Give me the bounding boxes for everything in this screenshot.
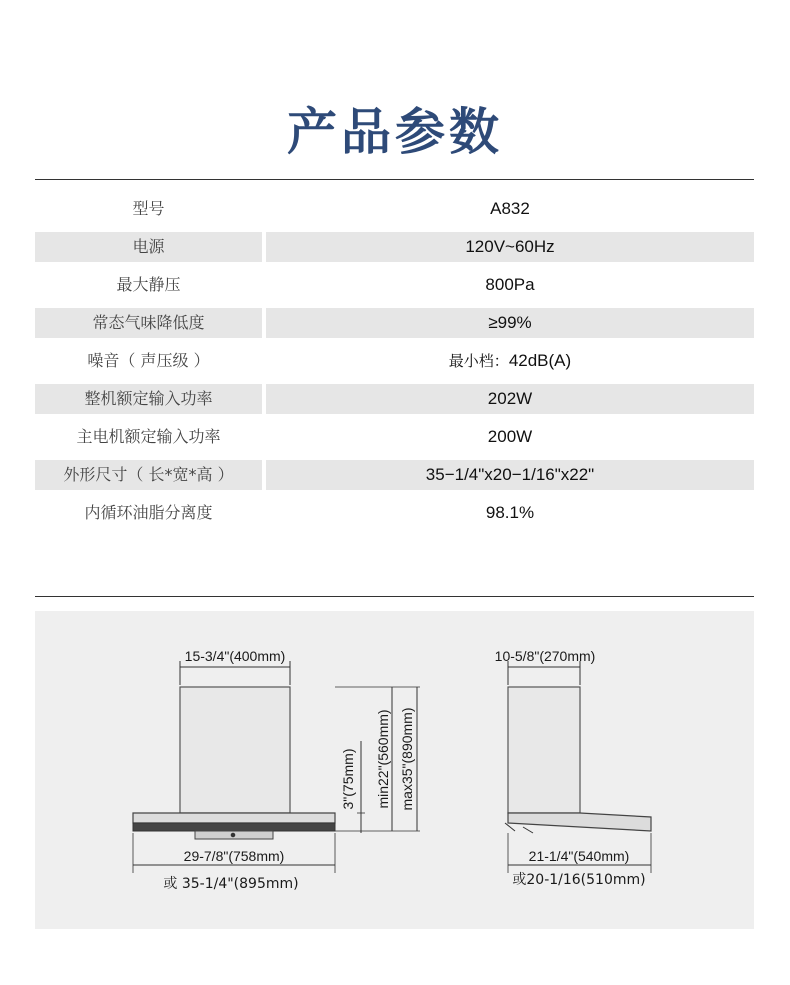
spec-row [35,304,754,342]
spec-label: 常态气味降低度 [35,308,262,338]
spec-label: 最大静压 [116,275,181,294]
front-bottom-width-alt: 或 35-1/4"(895mm) [163,876,299,892]
spec-label: 主电机额定输入功率 [76,427,221,446]
canopy-front [133,823,335,831]
side-bottom-depth-alt: 或20-1/16(510mm) [512,872,646,888]
spec-label: 整机额定输入功率 [35,384,262,414]
front-max-height: max35"(890mm) [399,707,415,811]
spec-value: 120V~60Hz [266,232,754,262]
side-top-depth: 10-5/8"(270mm) [494,648,596,664]
spec-row [35,266,754,304]
spec-value [266,346,754,376]
spec-row [35,380,754,418]
spec-label: 外形尺寸（ 长*宽*高 ） [35,460,262,490]
spec-row [35,456,754,494]
canopy-side [508,813,651,831]
front-canopy-height: 3"(75mm) [340,748,356,810]
front-min-height: min22"(560mm) [375,709,391,809]
spec-row [35,494,754,532]
dimension-diagram-panel [35,611,754,929]
front-top-width: 15-3/4"(400mm) [184,648,286,664]
spec-label: 内循环油脂分离度 [84,503,213,522]
spec-value: ≥99% [266,308,754,338]
spec-row [35,418,754,456]
spec-label: 电源 [35,232,262,262]
top-divider [35,179,754,180]
spec-table [35,190,754,532]
spec-value: 800Pa [485,275,535,294]
spec-label: 噪音（ 声压级 ） [87,351,210,370]
spec-value: 202W [266,384,754,414]
chimney-side [508,687,580,813]
diagram-divider [35,596,754,597]
spec-value: 200W [487,427,533,446]
spec-value: 35−1/4"x20−1/16"x22" [266,460,754,490]
spec-value: 98.1% [485,503,535,522]
spec-value: A832 [490,199,530,218]
noise-level-prefix: 最小档： [448,352,509,370]
spec-row [35,190,754,228]
spec-label: 型号 [132,199,165,218]
front-bottom-width: 29-7/8"(758mm) [183,848,285,864]
noise-level-value: 42dB(A) [508,351,572,370]
side-bottom-depth: 21-1/4"(540mm) [528,848,630,864]
page-title: 产品参数 [287,103,503,161]
spec-row [35,342,754,380]
side-view [505,661,651,873]
dimension-diagram [35,611,754,929]
spec-row [35,228,754,266]
chimney-front [180,687,290,813]
